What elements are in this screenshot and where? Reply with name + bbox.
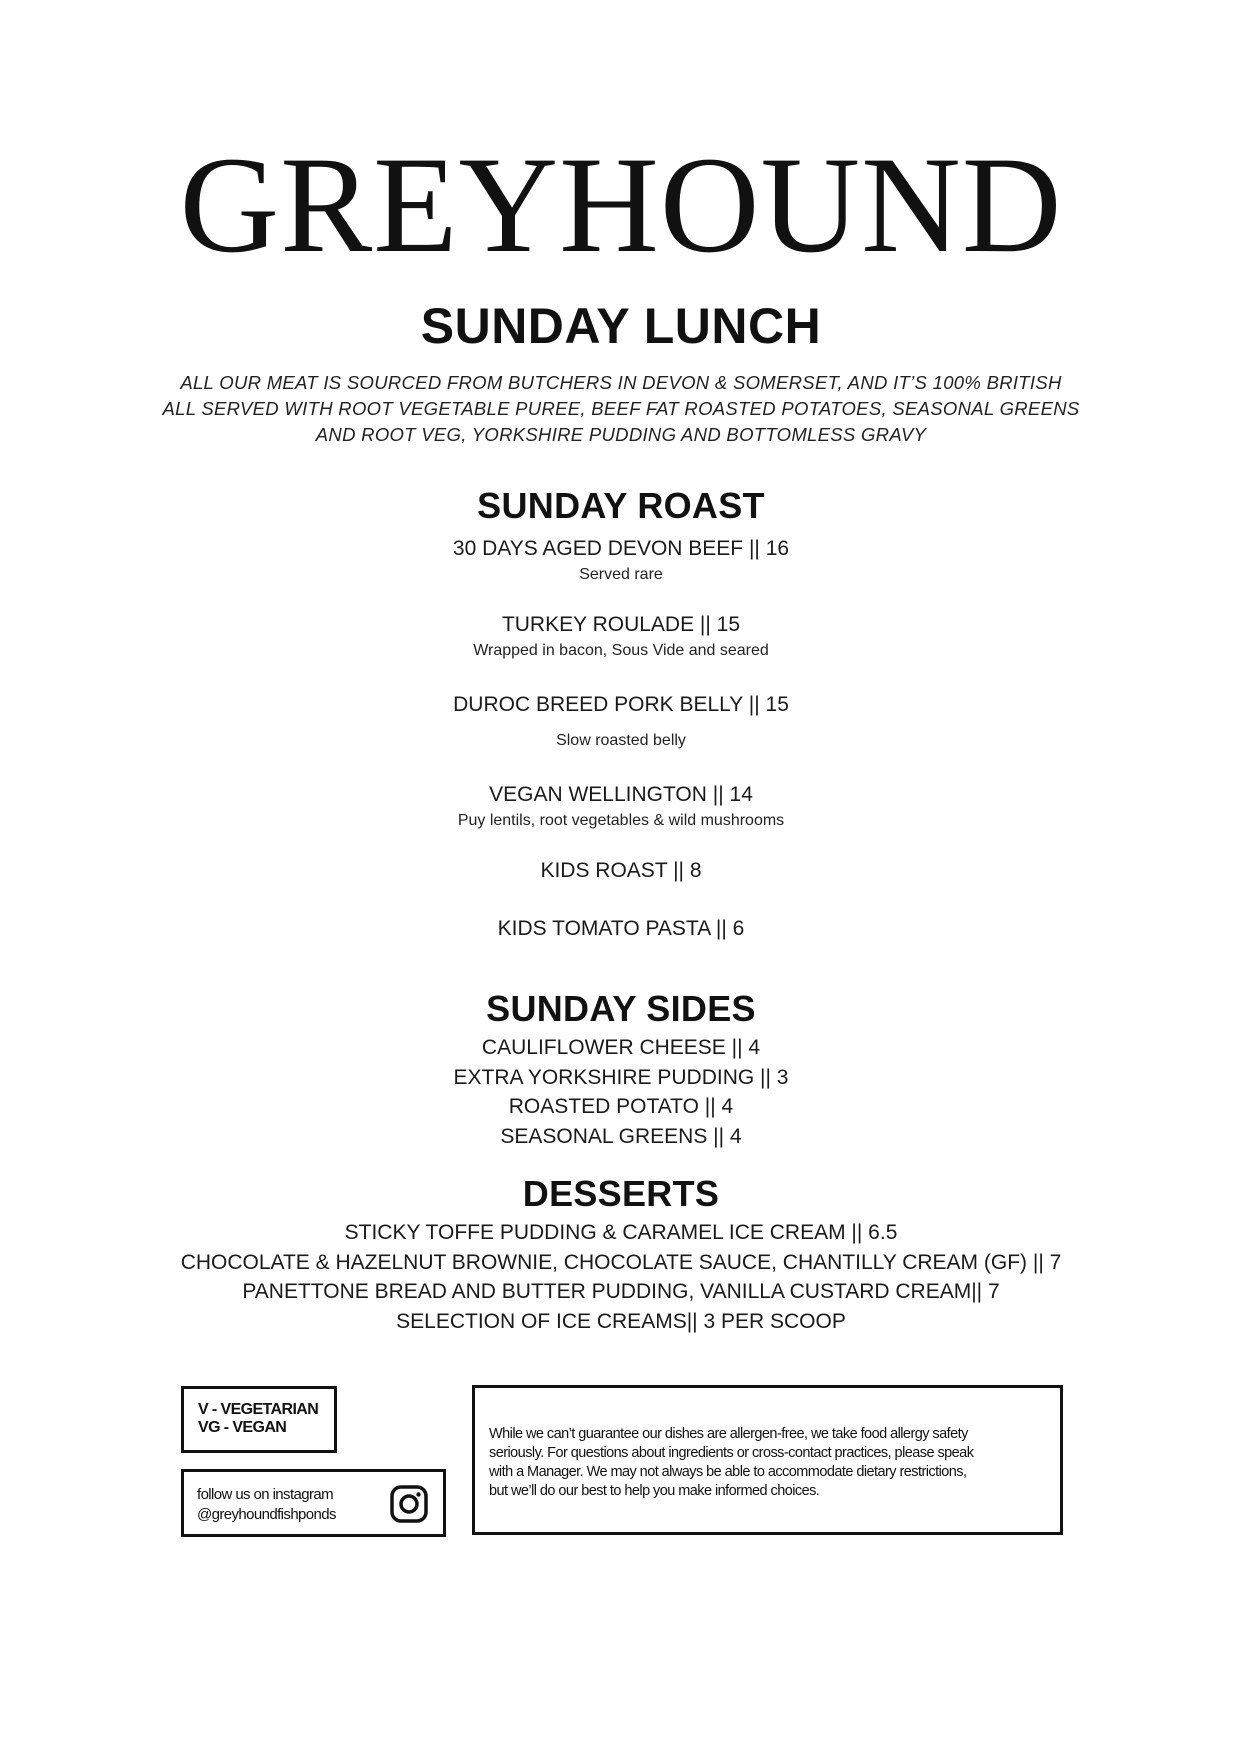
side-item: EXTRA YORKSHIRE PUDDING || 3: [453, 1065, 789, 1089]
menu-item-name: 30 DAYS AGED DEVON BEEF || 16: [452, 537, 790, 560]
side-item: ROASTED POTATO || 4: [508, 1095, 734, 1118]
section-heading-roast: SUNDAY ROAST: [477, 485, 765, 526]
dessert-item: CHOCOLATE & HAZELNUT BROWNIE, CHOCOLATE SAUCE, CHANTILLY CREAM (GF) || 7: [180, 1250, 1062, 1274]
dessert-item: PANETTONE BREAD AND BUTTER PUDDING, VANILLA CUSTARD CREAM|| 7: [242, 1280, 1000, 1303]
brand-logo: GREYHOUND: [179, 128, 1063, 281]
allergy-line: While we can’t guarantee our dishes are allergen-free, we take food allergy safety: [489, 1426, 968, 1442]
instagram-icon: [389, 1484, 429, 1524]
page-title: SUNDAY LUNCH: [420, 298, 822, 354]
menu-item-name: KIDS TOMATO PASTA || 6: [497, 917, 745, 940]
menu-item-description: Puy lentils, root vegetables & wild mushrooms: [457, 812, 785, 829]
desserts-list: [0, 1218, 1242, 1336]
menu-item-name: VEGAN WELLINGTON || 14: [489, 783, 753, 806]
instagram-prompt: follow us on instagram: [197, 1486, 334, 1503]
instagram-handle: @greyhoundfishponds: [197, 1506, 336, 1523]
section-heading-sides: SUNDAY SIDES: [486, 988, 756, 1029]
menu-item-name: TURKEY ROULADE || 15: [501, 613, 741, 636]
allergy-line: but we’ll do our best to help you make informed choices.: [489, 1483, 820, 1499]
side-item: CAULIFLOWER CHEESE || 4: [481, 1036, 761, 1059]
intro-line: ALL OUR MEAT IS SOURCED FROM BUTCHERS IN DEVON & SOMERSET, AND IT’S 100% BRITISH: [180, 372, 1062, 393]
key-vegan: VG - VEGAN: [198, 1419, 287, 1436]
sides-list: [0, 1033, 1242, 1151]
intro-line: AND ROOT VEG, YORKSHIRE PUDDING AND BOTTOMLESS GRAVY: [315, 424, 927, 445]
menu-item-description: Served rare: [579, 566, 663, 583]
allergy-line: seriously. For questions about ingredients or cross-contact practices, please speak: [489, 1445, 974, 1461]
key-vegetarian: V - VEGETARIAN: [198, 1401, 319, 1418]
dessert-item: SELECTION OF ICE CREAMS|| 3 PER SCOOP: [396, 1309, 846, 1333]
side-item: SEASONAL GREENS || 4: [500, 1124, 742, 1148]
dessert-item: STICKY TOFFE PUDDING & CARAMEL ICE CREAM || 6.5: [344, 1221, 898, 1244]
menu-item-description: Wrapped in bacon, Sous Vide and seared: [473, 642, 769, 659]
allergy-notice-box: [472, 1385, 1063, 1535]
menu-item-name: DUROC BREED PORK BELLY || 15: [453, 693, 789, 716]
menu-item-name: KIDS ROAST || 8: [540, 859, 702, 882]
allergy-line: with a Manager. We may not always be able to accommodate dietary restrictions,: [489, 1464, 967, 1480]
dietary-key-box: [181, 1386, 337, 1453]
intro-line: ALL SERVED WITH ROOT VEGETABLE PUREE, BEEF FAT ROASTED POTATOES, SEASONAL GREENS: [162, 398, 1080, 419]
section-heading-desserts: DESSERTS: [522, 1173, 720, 1214]
intro-text: [0, 370, 1242, 448]
menu-item-description: Slow roasted belly: [556, 732, 686, 749]
instagram-box: [181, 1469, 446, 1537]
